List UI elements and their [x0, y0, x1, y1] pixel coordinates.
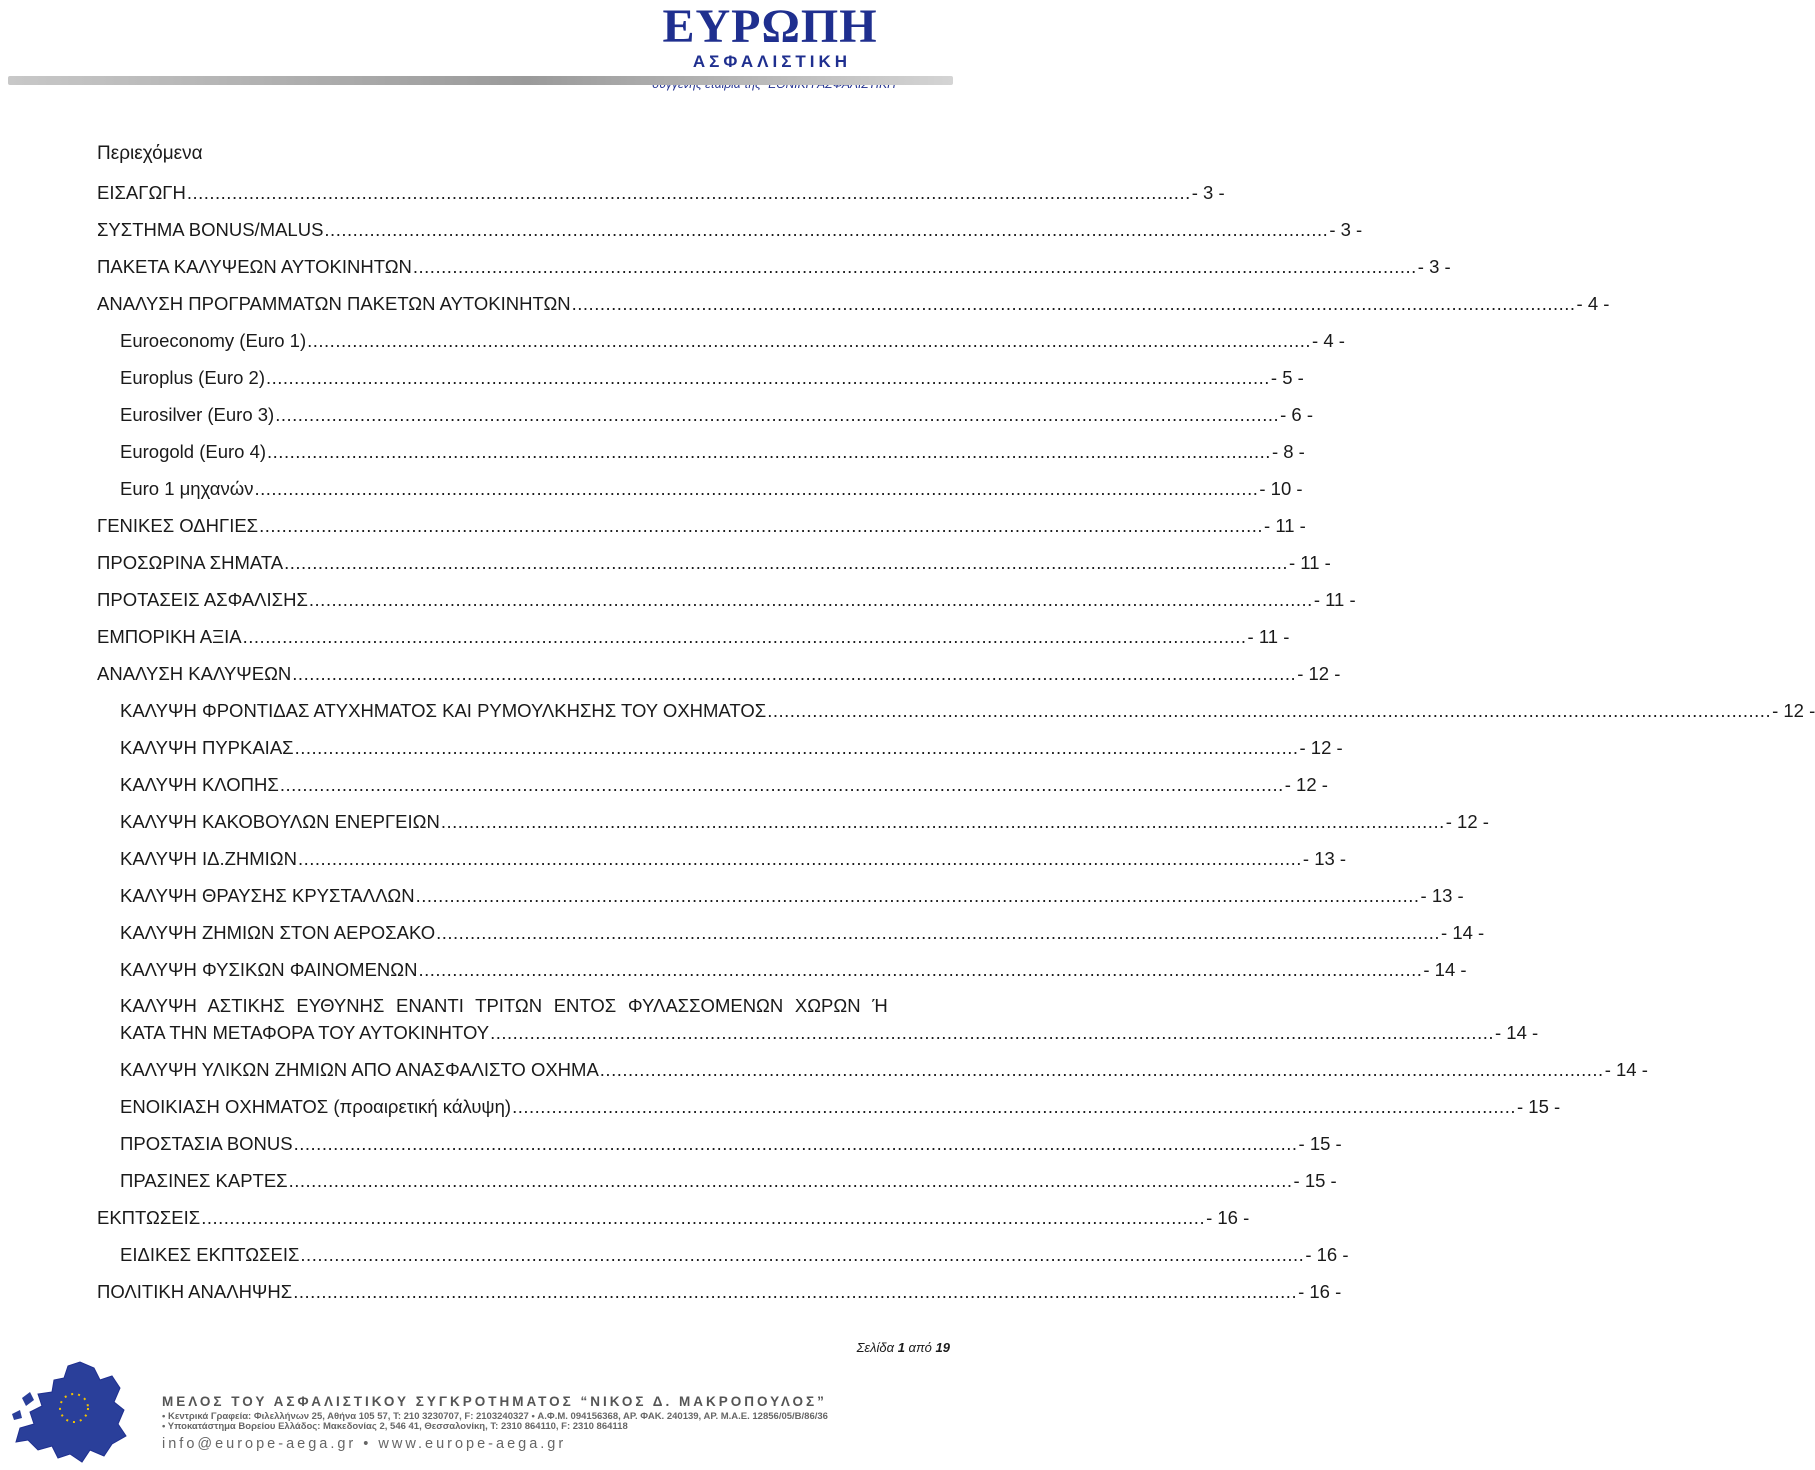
toc-entry-text: Euro 1 μηχανών	[120, 478, 254, 499]
toc-entry[interactable]: Eurogold (Euro 4) .................................................................................................................................................................................. - 8 -	[120, 439, 878, 465]
footer-address-line1: • Κεντρικά Γραφεία: Φιλελλήνων 25, Αθήνα 105 57, Τ: 210 3230707, F: 2103240327 • Α.Φ.Μ. 094156368, ΑΡ. ΦΑΚ. 240139, ΑΡ. Μ.Α.Ε. 12856/05/Β/86/36	[162, 1411, 828, 1422]
toc-title: Περιεχόμενα	[97, 143, 203, 164]
toc-entry-page: - 3 -	[1191, 182, 1225, 203]
header-divider	[8, 76, 953, 85]
toc-entry-text: ΚΑΛΥΨΗ ΠΥΡΚΑΙΑΣ	[120, 737, 294, 758]
toc-entry[interactable]: ΑΝΑΛΥΣΗ ΠΡΟΓΡΑΜΜΑΤΩΝ ΠΑΚΕΤΩΝ ΑΥΤΟΚΙΝΗΤΩΝ .................................................................................................................................................................................. - 4 -	[97, 291, 878, 317]
toc-entry-text: ΚΑΛΥΨΗ ΙΔ.ΖΗΜΙΩΝ	[120, 848, 297, 869]
toc-entry[interactable]: ΠΡΑΣΙΝΕΣ ΚΑΡΤΕΣ .................................................................................................................................................................................. - 15 -	[120, 1168, 878, 1194]
toc-entry[interactable]: ΕΚΠΤΩΣΕΙΣ .................................................................................................................................................................................. - 16 -	[97, 1205, 878, 1231]
toc-entry-page: - 14 -	[1495, 1022, 1539, 1043]
toc-entry-text: ΚΑΛΥΨΗ ΖΗΜΙΩΝ ΣΤΟΝ ΑΕΡΟΣΑΚΟ	[120, 922, 436, 943]
toc-entry-page: - 13 -	[1302, 848, 1347, 869]
toc-entry-page: - 12 -	[1445, 811, 1489, 832]
toc-entry[interactable]: Euro 1 μηχανών .................................................................................................................................................................................. - 10 -	[120, 476, 878, 502]
toc-entry-page: - 14 -	[1604, 1059, 1648, 1080]
toc-entry-text: ΕΝΟΙΚΙΑΣΗ ΟΧΗΜΑΤΟΣ (προαιρετική κάλυψη)	[120, 1096, 512, 1117]
logo-title: ΕΥΡΩΠΗ	[662, 0, 878, 53]
toc-entry[interactable]: ΚΑΛΥΨΗ ΙΔ.ΖΗΜΙΩΝ .................................................................................................................................................................................. - 13 -	[120, 846, 878, 872]
toc-entry-text: ΠΡΟΤΑΣΕΙΣ ΑΣΦΑΛΙΣΗΣ	[97, 589, 308, 610]
toc-entry-page: - 16 -	[1305, 1244, 1349, 1265]
toc-entry-page: - 12 -	[1284, 774, 1328, 795]
toc-entry[interactable]: ΚΑΛΥΨΗ ΦΡΟΝΤΙΔΑΣ ΑΤΥΧΗΜΑΤΟΣ ΚΑΙ ΡΥΜΟΥΛΚΗΣΗΣ ΤΟΥ ΟΧΗΜΑΤΟΣ .................................................................................................................................................................................. - 12 -	[120, 698, 878, 724]
toc-entry[interactable]: ΚΑΛΥΨΗ ΘΡΑΥΣΗΣ ΚΡΥΣΤΑΛΛΩΝ .................................................................................................................................................................................. - 13 -	[120, 883, 878, 909]
toc-entry-text: ΓΕΝΙΚΕΣ ΟΔΗΓΙΕΣ	[97, 515, 259, 536]
toc-entry-text: ΚΑΛΥΨΗ ΚΑΚΟΒΟΥΛΩΝ ΕΝΕΡΓΕΙΩΝ	[120, 811, 440, 832]
toc-entry-page: - 15 -	[1293, 1170, 1337, 1191]
toc-entry-page: - 3 -	[1417, 256, 1451, 277]
toc-entry-page: - 11 -	[1313, 589, 1356, 610]
toc-entry[interactable]: ΕΙΣΑΓΩΓΗ .................................................................................................................................................................................. - 3 -	[97, 180, 878, 206]
toc-entry-page: - 10 -	[1259, 478, 1303, 499]
toc-entry[interactable]: ΚΑΛΥΨΗ ΦΥΣΙΚΩΝ ΦΑΙΝΟΜΕΝΩΝ .................................................................................................................................................................................. - 14 -	[120, 957, 878, 983]
toc-entry-page: - 4 -	[1312, 330, 1345, 351]
toc-entry[interactable]: ΚΑΤΑ ΤΗΝ ΜΕΤΑΦΟΡΑ ΤΟΥ ΑΥΤΟΚΙΝΗΤΟΥ .................................................................................................................................................................................. - 14 -	[120, 1020, 878, 1046]
toc-entry-text: ΕΙΣΑΓΩΓΗ	[97, 182, 186, 203]
toc-entry-page: - 8 -	[1271, 441, 1305, 462]
toc-entry[interactable]: ΠΟΛΙΤΙΚΗ ΑΝΑΛΗΨΗΣ .................................................................................................................................................................................. - 16 -	[97, 1279, 878, 1305]
toc-entry[interactable]: ΚΑΛΥΨΗ ΚΛΟΠΗΣ .................................................................................................................................................................................. - 12 -	[120, 772, 878, 798]
toc-entry[interactable]: ΕΜΠΟΡΙΚΗ ΑΞΙΑ .................................................................................................................................................................................. - 11 -	[97, 624, 878, 650]
toc-entry[interactable]: ΠΑΚΕΤΑ ΚΑΛΥΨΕΩΝ ΑΥΤΟΚΙΝΗΤΩΝ .................................................................................................................................................................................. - 3 -	[97, 254, 878, 280]
toc-entry[interactable]: ΣΥΣΤΗΜΑ BONUS/MALUS .................................................................................................................................................................................. - 3 -	[97, 217, 878, 243]
toc-entry-page: - 11 -	[1247, 626, 1290, 647]
page-total: 19	[935, 1340, 950, 1355]
toc-entry[interactable]: ΕΙΔΙΚΕΣ ΕΚΠΤΩΣΕΙΣ .................................................................................................................................................................................. - 16 -	[120, 1242, 878, 1268]
page-number	[857, 1340, 950, 1355]
toc-entry-text: ΣΥΣΤΗΜΑ BONUS/MALUS	[97, 219, 324, 240]
toc-entry-text: ΠΡΟΣΤΑΣΙΑ BONUS	[120, 1133, 293, 1154]
toc-entry-multiline[interactable]	[120, 992, 888, 1020]
toc-entry-text: ΚΑΛΥΨΗ ΦΥΣΙΚΩΝ ΦΑΙΝΟΜΕΝΩΝ	[120, 959, 418, 980]
toc-entry[interactable]: ΚΑΛΥΨΗ ΠΥΡΚΑΙΑΣ .................................................................................................................................................................................. - 12 -	[120, 735, 878, 761]
toc-entry-page: - 4 -	[1576, 293, 1610, 314]
toc-entry[interactable]: ΠΡΟΣΩΡΙΝΑ ΣΗΜΑΤΑ .................................................................................................................................................................................. - 11 -	[97, 550, 878, 576]
toc-entry-page: - 14 -	[1423, 959, 1467, 980]
toc-entry-text-line1: ΚΑΛΥΨΗ ΑΣΤΙΚΗΣ ΕΥΘΥΝΗΣ ΕΝΑΝΤΙ ΤΡΙΤΩΝ ΕΝΤΟΣ ΦΥΛΑΣΣΟΜΕΝΩΝ ΧΩΡΩΝ Ή	[120, 995, 888, 1016]
toc-entry-page: - 13 -	[1420, 885, 1464, 906]
toc-entry[interactable]: ΕΝΟΙΚΙΑΣΗ ΟΧΗΜΑΤΟΣ (προαιρετική κάλυψη) .................................................................................................................................................................................. - 15 -	[120, 1094, 878, 1120]
toc-entry-text: ΕΜΠΟΡΙΚΗ ΑΞΙΑ	[97, 626, 242, 647]
europe-map-icon	[8, 1358, 138, 1468]
toc-entry[interactable]: ΚΑΛΥΨΗ ΖΗΜΙΩΝ ΣΤΟΝ ΑΕΡΟΣΑΚΟ .................................................................................................................................................................................. - 14 -	[120, 920, 878, 946]
toc-entry[interactable]: ΚΑΛΥΨΗ ΚΑΚΟΒΟΥΛΩΝ ΕΝΕΡΓΕΙΩΝ .................................................................................................................................................................................. - 12 -	[120, 809, 878, 835]
toc-entry-page: - 12 -	[1297, 663, 1341, 684]
toc-entry[interactable]: ΠΡΟΤΑΣΕΙΣ ΑΣΦΑΛΙΣΗΣ .................................................................................................................................................................................. - 11 -	[97, 587, 878, 613]
toc-entry-page: - 16 -	[1298, 1281, 1342, 1302]
toc-entry[interactable]: ΚΑΛΥΨΗ ΥΛΙΚΩΝ ΖΗΜΙΩΝ ΑΠΟ ΑΝΑΣΦΑΛΙΣΤΟ ΟΧΗΜΑ .................................................................................................................................................................................. - 14 -	[120, 1057, 878, 1083]
toc-entry-page: - 15 -	[1516, 1096, 1561, 1117]
footer-web-contacts[interactable]: info@europe-aega.gr • www.europe-aega.gr	[162, 1436, 567, 1452]
toc-entry-text: ΚΑΛΥΨΗ ΦΡΟΝΤΙΔΑΣ ΑΤΥΧΗΜΑΤΟΣ ΚΑΙ ΡΥΜΟΥΛΚΗΣΗΣ ΤΟΥ ΟΧΗΜΑΤΟΣ	[120, 700, 767, 721]
toc-entry-text: Eurosilver (Euro 3)	[120, 404, 275, 425]
logo-subtitle: ΑΣΦΑΛΙΣΤΙΚΗ	[692, 52, 852, 71]
toc-entry-page: - 6 -	[1280, 404, 1314, 425]
toc-entry-page: - 16 -	[1206, 1207, 1250, 1228]
toc-entry-text: ΠΡΟΣΩΡΙΝΑ ΣΗΜΑΤΑ	[97, 552, 284, 573]
toc-entry[interactable]: Europlus (Euro 2) .................................................................................................................................................................................. - 5 -	[120, 365, 878, 391]
toc-entry[interactable]: ΠΡΟΣΤΑΣΙΑ BONUS .................................................................................................................................................................................. - 15 -	[120, 1131, 878, 1157]
toc-entry-page: - 15 -	[1298, 1133, 1342, 1154]
toc-entry-text: ΚΑΤΑ ΤΗΝ ΜΕΤΑΦΟΡΑ ΤΟΥ ΑΥΤΟΚΙΝΗΤΟΥ	[120, 1022, 490, 1043]
toc-entry[interactable]: ΑΝΑΛΥΣΗ ΚΑΛΥΨΕΩΝ .................................................................................................................................................................................. - 12 -	[97, 661, 878, 687]
toc-entry-text: Eurogold (Euro 4)	[120, 441, 267, 462]
toc-entry-page: - 12 -	[1299, 737, 1343, 758]
toc-entry-page: - 11 -	[1264, 515, 1306, 536]
page-of: από	[908, 1340, 932, 1355]
page-current: 1	[897, 1340, 905, 1355]
footer-address-line2: • Υποκατάστημα Βορείου Ελλάδος: Μακεδονίας 2, 546 41, Θεσσαλονίκη, Τ: 2310 864110, F: 2310 864118	[162, 1421, 628, 1432]
toc-entry-text: ΠΟΛΙΤΙΚΗ ΑΝΑΛΗΨΗΣ	[97, 1281, 293, 1302]
toc-entry-text: ΕΙΔΙΚΕΣ ΕΚΠΤΩΣΕΙΣ	[120, 1244, 300, 1265]
toc-entry-text: ΠΡΑΣΙΝΕΣ ΚΑΡΤΕΣ	[120, 1170, 288, 1191]
toc-entry[interactable]: Eurosilver (Euro 3) .................................................................................................................................................................................. - 6 -	[120, 402, 878, 428]
toc-entry-text: ΕΚΠΤΩΣΕΙΣ	[97, 1207, 201, 1228]
toc-entry[interactable]: ΓΕΝΙΚΕΣ ΟΔΗΓΙΕΣ .................................................................................................................................................................................. - 11 -	[97, 513, 878, 539]
toc-entry-page: - 12 -	[1772, 700, 1815, 721]
toc-entry-page: - 11 -	[1289, 552, 1331, 573]
toc-entry-text: ΑΝΑΛΥΣΗ ΠΡΟΓΡΑΜΜΑΤΩΝ ΠΑΚΕΤΩΝ ΑΥΤΟΚΙΝΗΤΩΝ	[97, 293, 571, 314]
toc-entry-text: Europlus (Euro 2)	[120, 367, 265, 388]
toc-entry[interactable]: Euroeconomy (Euro 1) .................................................................................................................................................................................. - 4 -	[120, 328, 878, 354]
toc-entry-page: - 5 -	[1270, 367, 1304, 388]
footer-member-text: ΜΕΛΟΣ ΤΟΥ ΑΣΦΑΛΙΣΤΙΚΟΥ ΣΥΓΚΡΟΤΗΜΑΤΟΣ “ΝΙΚΟΣ Δ. ΜΑΚΡΟΠΟΥΛΟΣ”	[162, 1394, 827, 1409]
toc-entry-text: Euroeconomy (Euro 1)	[120, 330, 307, 351]
toc-entry-text: ΚΑΛΥΨΗ ΥΛΙΚΩΝ ΖΗΜΙΩΝ ΑΠΟ ΑΝΑΣΦΑΛΙΣΤΟ ΟΧΗΜΑ	[120, 1059, 599, 1080]
toc-entry-text: ΑΝΑΛΥΣΗ ΚΑΛΥΨΕΩΝ	[97, 663, 292, 684]
toc-entry-text: ΠΑΚΕΤΑ ΚΑΛΥΨΕΩΝ ΑΥΤΟΚΙΝΗΤΩΝ	[97, 256, 412, 277]
page-label: Σελίδα	[856, 1340, 895, 1355]
toc-entry-page: - 3 -	[1329, 219, 1363, 240]
toc-entry-text: ΚΑΛΥΨΗ ΚΛΟΠΗΣ	[120, 774, 279, 795]
toc-entry-page: - 14 -	[1441, 922, 1485, 943]
toc-entry-text: ΚΑΛΥΨΗ ΘΡΑΥΣΗΣ ΚΡΥΣΤΑΛΛΩΝ	[120, 885, 415, 906]
